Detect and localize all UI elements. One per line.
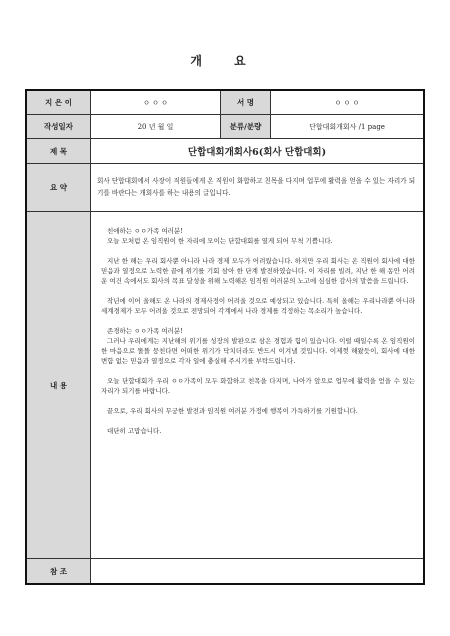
row-date [27, 115, 423, 139]
body-paragraph: 작년에 이어 올해도 온 나라의 경제사정이 어려울 것으로 예상되고 있습니다. 특히 올해는 우리나라뿐 아니라 세계경제가 모두 어려울 것으로 전망되어 각계에서 나라 경제를 걱정하는 목소리가 높습니다. [101, 297, 415, 315]
date-label: 작성일자 [27, 115, 91, 138]
summary-label: 요 약 [27, 164, 91, 211]
body-paragraph: 오늘 모처럼 온 임직원이 한 자리에 모이는 단합대회를 열게 되어 무척 기쁩니다. [107, 237, 333, 245]
body-paragraph [101, 416, 415, 426]
signature-value: ㅇ ㅇ ㅇ [334, 98, 360, 107]
body-paragraph [101, 396, 415, 406]
body-paragraph: 그러나 우리에게는 지난해의 위기를 성장의 발판으로 삼은 경험과 힘이 있습니다. 이럴 때일수록 온 임직원이 한 마음으로 똘똘 뭉친다면 어떠한 위기가 닥치더라도 반드시 이겨낼 것입니다. 이제껏 해왔듯이, 회사에 대한 변함 없는 믿음과 열정으로 각자 일에 충실해 주시기를 부탁드립니다. [101, 337, 415, 365]
subject-value: 단합대회개회사6(회사 단합대회) [187, 147, 327, 158]
category-value: 단합대회개회사 /1 page [309, 122, 385, 131]
category-label: 분류/분량 [221, 115, 271, 138]
summary-form-table [25, 89, 425, 585]
row-subject [27, 139, 423, 164]
body-content [101, 212, 415, 558]
summary-value: 회사 단합대회에서 사장이 직원들에게 온 직원이 화합하고 친목을 다지며 업무에 활력을 얻을 수 있는 자리가 되기를 바란다는 개회사를 하는 내용의 글입니다. [97, 177, 416, 197]
document-title: 개 요 [190, 54, 260, 68]
body-paragraph: 존경하는 ㅇㅇ가족 여러분! [107, 327, 183, 335]
body-paragraph: 지난 한 해는 우리 회사뿐 아니라 나라 경제 모두가 어려웠습니다. 하지만 우리 회사는 온 직원이 회사에 대한 믿음과 열정으로 노력한 끝에 위기를 기회 삼아 한 단계 발전하였습니다. 이 자리를 빌려, 지난 한 해 동안 어려운 여건 속에서도 회사의 목표 달성을 위해 노력해온 임직원 여러분의 노고에 심심한 감사의 말씀을 드립니다. [101, 257, 415, 285]
body-paragraph [101, 316, 415, 326]
body-paragraph [101, 246, 415, 256]
signature-label: 서 명 [221, 91, 271, 114]
reference-value [91, 559, 423, 583]
body-paragraph [101, 286, 415, 296]
body-label: 내 용 [27, 212, 91, 558]
author-value: ㅇ ㅇ ㅇ [91, 91, 221, 114]
body-paragraph: 끝으로, 우리 회사의 무궁한 발전과 임직원 여러분 가정에 행복이 가득하기를 기원합니다. [107, 407, 358, 415]
body-paragraph [101, 366, 415, 376]
subject-label: 제 목 [27, 139, 91, 163]
author-label: 지 은 이 [27, 91, 91, 114]
date-value: 20 년 월 일 [91, 115, 221, 138]
body-paragraph: 대단히 고맙습니다. [107, 427, 162, 435]
body-paragraph: 친애하는 ㅇㅇ가족 여러분! [107, 227, 183, 235]
row-reference [27, 559, 423, 583]
row-body [27, 212, 423, 559]
row-author [27, 91, 423, 115]
body-paragraph: 오늘 단합대회가 우리 ㅇㅇ가족이 모두 화합하고 친목을 다지며, 나아가 앞으로 업무에 활력을 얻을 수 있는 자리가 되기를 바랍니다. [101, 377, 415, 395]
reference-label: 참 조 [27, 559, 91, 583]
row-summary [27, 164, 423, 212]
